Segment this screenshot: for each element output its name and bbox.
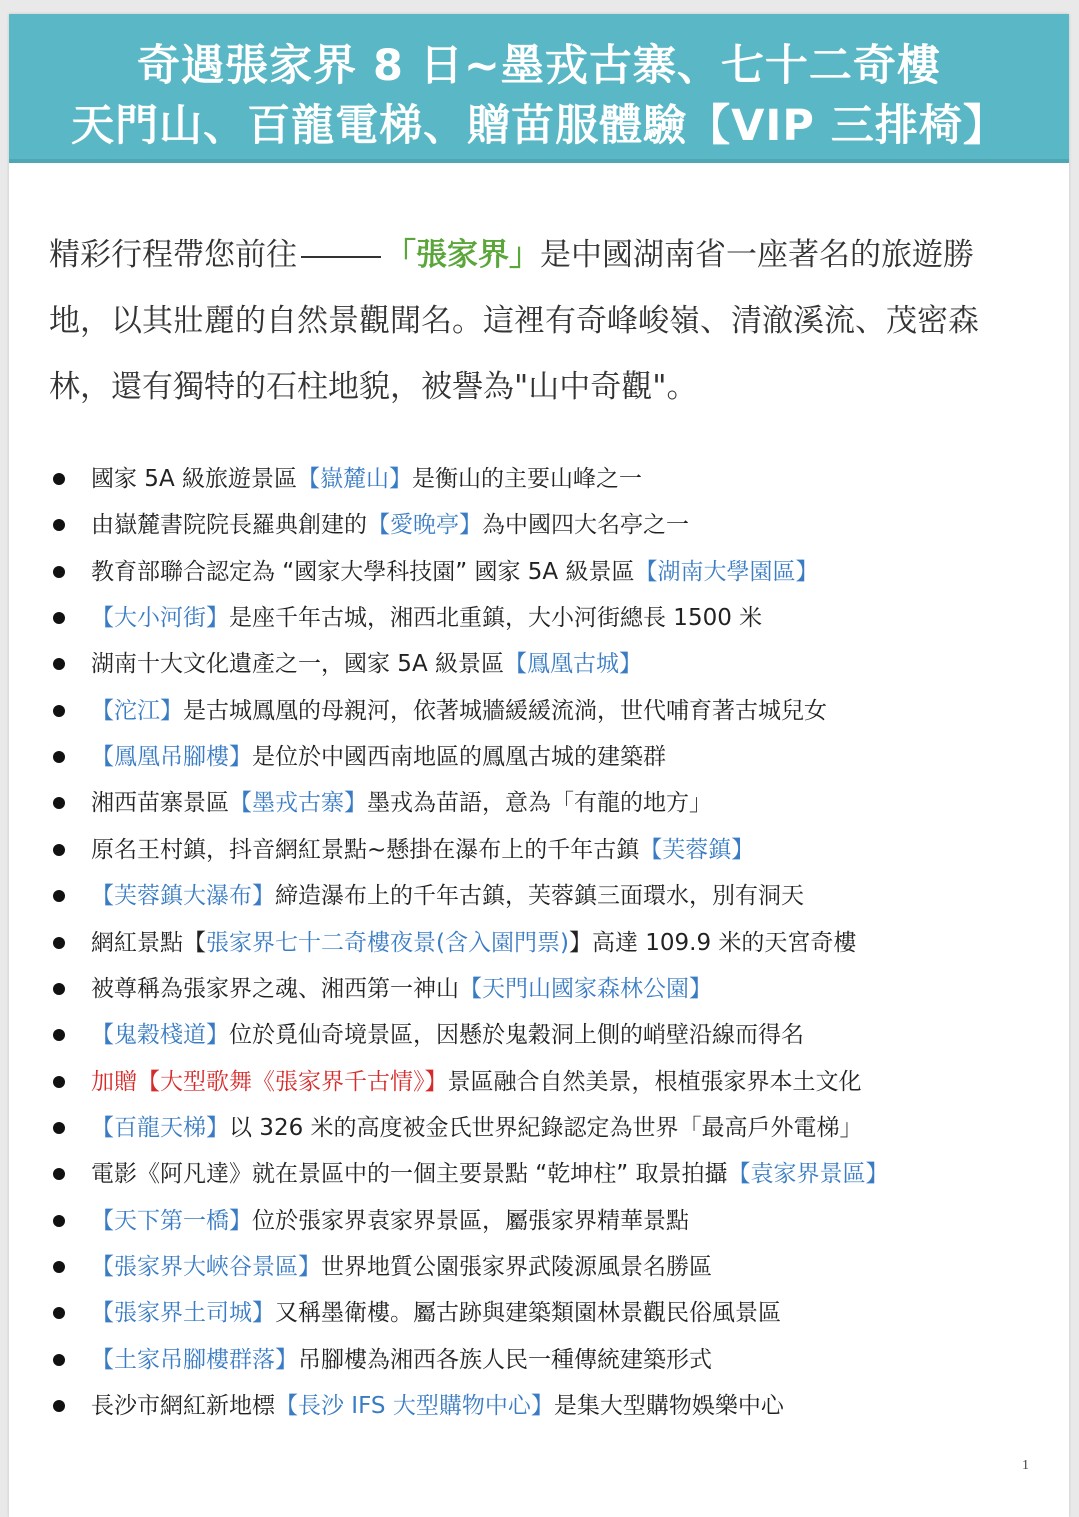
bullet-icon [53,1354,65,1366]
list-item-prefix: 原名王村鎮，抖音網紅景點~懸掛在瀑布上的千年古鎮 [91,836,640,863]
bullet-icon [53,844,65,856]
attraction-name: 【大小河街】 [91,605,229,632]
bullet-icon [53,1307,65,1319]
title-line-1: 奇遇張家界 8 日~墨戎古寨、七十二奇樓 [137,41,941,91]
list-item [9,920,1069,966]
list-item-suffix: 以 326 米的高度被金氏世界紀錄認定為世界「最高戶外電梯」 [229,1114,863,1141]
list-item-suffix: 為中國四大名亭之一 [482,512,689,539]
bullet-icon [53,797,65,809]
bullet-icon [53,519,65,531]
list-item-text [91,502,689,548]
list-item [9,1244,1069,1290]
list-item-text [91,1244,712,1290]
attraction-name: 【芙蓉鎮】 [639,836,755,863]
list-item-prefix: 長沙市網紅新地標 [91,1393,275,1419]
bullet-icon [53,1215,65,1227]
intro-paragraph [49,222,1034,420]
list-item-suffix: 位於覓仙奇境景區，因懸於鬼穀洞上側的峭壁沿線而得名 [229,1022,804,1049]
list-item-text [91,688,827,734]
bullet-icon [53,1168,65,1180]
list-item-suffix: 墨戎為苗語，意為「有龍的地方」 [367,790,712,817]
list-item [9,780,1069,826]
bullet-icon [53,1122,65,1134]
bullet-icon [53,1029,65,1041]
list-item-text [91,873,804,919]
intro-highlight: 「張家界」 [385,237,540,273]
list-item-text [91,1105,863,1151]
intro-text: 是中國湖南省一座著名的旅遊勝地，以其壯麗的自然景觀聞名。這裡有奇峰峻嶺、清澈溪流、茂密森林，還有獨特的石柱地貌，被譽為"山中奇觀"。 [49,237,979,405]
list-item-text [91,1383,784,1429]
list-item [9,873,1069,919]
list-item [9,966,1069,1012]
list-item-suffix: 又稱墨衛樓。屬古跡與建築類園林景觀民俗風景區 [275,1300,781,1327]
list-item-suffix: 世界地質公園張家界武陵源風景名勝區 [321,1253,712,1280]
bullet-icon [53,937,65,949]
attraction-name: 【嶽麓山】 [297,466,412,492]
bullet-icon [53,658,65,670]
title-banner [9,14,1069,163]
list-item-suffix: 是古城鳳凰的母親河，依著城牆緩緩流淌，世代哺育著古城兒女 [183,697,827,724]
list-item-text [91,641,642,687]
attraction-name: 【鳳凰吊腳樓】 [91,744,252,771]
attraction-name: 【湖南大學園區】 [634,558,819,585]
list-item-suffix: 】高達 109.9 米的天宮奇樓 [568,929,857,956]
list-item [9,641,1069,687]
bullet-icon [53,612,65,624]
list-item-prefix: 被尊稱為張家界之魂、湘西第一神山 [91,975,459,1002]
list-item-text [91,456,642,502]
list-item [9,1012,1069,1058]
list-item [9,549,1069,595]
list-item-suffix: 是位於中國西南地區的鳳凰古城的建築群 [252,744,666,771]
list-item-prefix: 國家 5A 級旅遊景區 [91,466,297,492]
attraction-name: 【鬼穀棧道】 [91,1022,229,1049]
list-item-suffix: 景區融合自然美景，根植張家界本土文化 [447,1068,862,1095]
list-item-text [91,1012,804,1058]
list-item [9,502,1069,548]
title-line-2: 天門山、百龍電梯、贈苗服體驗【VIP 三排椅】 [71,101,1007,151]
attraction-name: 【張家界土司城】 [91,1300,275,1327]
list-item [9,688,1069,734]
list-item [9,595,1069,641]
list-item-text [91,595,762,641]
intro-lead: 精彩行程帶您前往 [49,237,297,273]
attraction-name: 【沱江】 [91,697,183,724]
attraction-name: 【土家吊腳樓群落】 [91,1346,298,1373]
list-item [9,1151,1069,1197]
list-item-text [91,966,712,1012]
document-page [9,14,1069,1517]
bullet-icon [53,1400,65,1412]
list-item-text [91,1198,689,1244]
list-item [9,1290,1069,1336]
list-item-suffix: 是集大型購物娛樂中心 [553,1393,784,1419]
list-item-prefix: 電影《阿凡達》就在景區中的一個主要景點 “乾坤柱” 取景拍攝 [91,1161,728,1188]
attraction-name: 【芙蓉鎮大瀑布】 [91,883,275,910]
list-item-text [91,920,856,966]
attraction-name: 【百龍天梯】 [91,1114,229,1141]
list-item-prefix: 湘西苗寨景區 [91,790,229,817]
list-item-text [91,827,754,873]
list-item [9,1059,1069,1105]
list-item [9,1383,1069,1429]
list-item-text [91,1151,888,1197]
list-item-prefix: 教育部聯合認定為 “國家大學科技園” 國家 5A 級景區 [91,558,635,585]
list-item [9,734,1069,780]
attraction-name: 張家界七十二奇樓夜景(含入園門票) [206,929,569,956]
list-item [9,1337,1069,1383]
attraction-name: 【愛晚亭】 [367,512,482,539]
list-item [9,1198,1069,1244]
list-item-prefix: 湖南十大文化遺產之一，國家 5A 級景區 [91,651,504,678]
list-item-text [91,549,818,595]
bullet-icon [53,1261,65,1273]
bullet-icon [53,983,65,995]
list-item-suffix: 位於張家界袁家界景區，屬張家界精華景點 [252,1207,689,1234]
bullet-icon [53,473,65,485]
list-item-prefix: 網紅景點【 [91,929,206,956]
bullet-icon [53,1076,65,1088]
list-item-text [91,1337,712,1383]
attraction-name: 【鳳凰古城】 [504,651,642,678]
list-item-prefix: 由嶽麓書院院長羅典創建的 [91,512,367,539]
bullet-icon [53,751,65,763]
bullet-icon [53,890,65,902]
attraction-name: 【袁家界景區】 [727,1161,889,1188]
list-item-text [91,780,712,826]
attraction-name: 【長沙 IFS 大型購物中心】 [275,1393,554,1419]
list-item-text [91,734,666,780]
special-label: 加贈【大型歌舞《張家界千古情》】 [91,1068,448,1095]
list-item-suffix: 是座千年古城，湘西北重鎮，大小河街總長 1500 米 [229,605,763,632]
list-item-suffix: 締造瀑布上的千年古鎮，芙蓉鎮三面環水，別有洞天 [275,883,804,910]
bullet-icon [53,705,65,717]
bullet-icon [53,566,65,578]
page-number: 1 [1022,1458,1029,1473]
attraction-name: 【天門山國家森林公園】 [459,975,712,1002]
list-item [9,456,1069,502]
list-item-suffix: 是衡山的主要山峰之一 [412,466,642,492]
attraction-name: 【張家界大峽谷景區】 [91,1253,321,1280]
attraction-name: 【天下第一橋】 [91,1207,252,1234]
attraction-name: 【墨戎古寨】 [229,790,367,817]
list-item-text [91,1059,862,1105]
list-item [9,827,1069,873]
list-item-text [91,1290,781,1336]
list-item-suffix: 吊腳樓為湘西各族人民一種傳統建築形式 [298,1346,712,1373]
intro-blank-underline [301,255,381,258]
list-item [9,1105,1069,1151]
